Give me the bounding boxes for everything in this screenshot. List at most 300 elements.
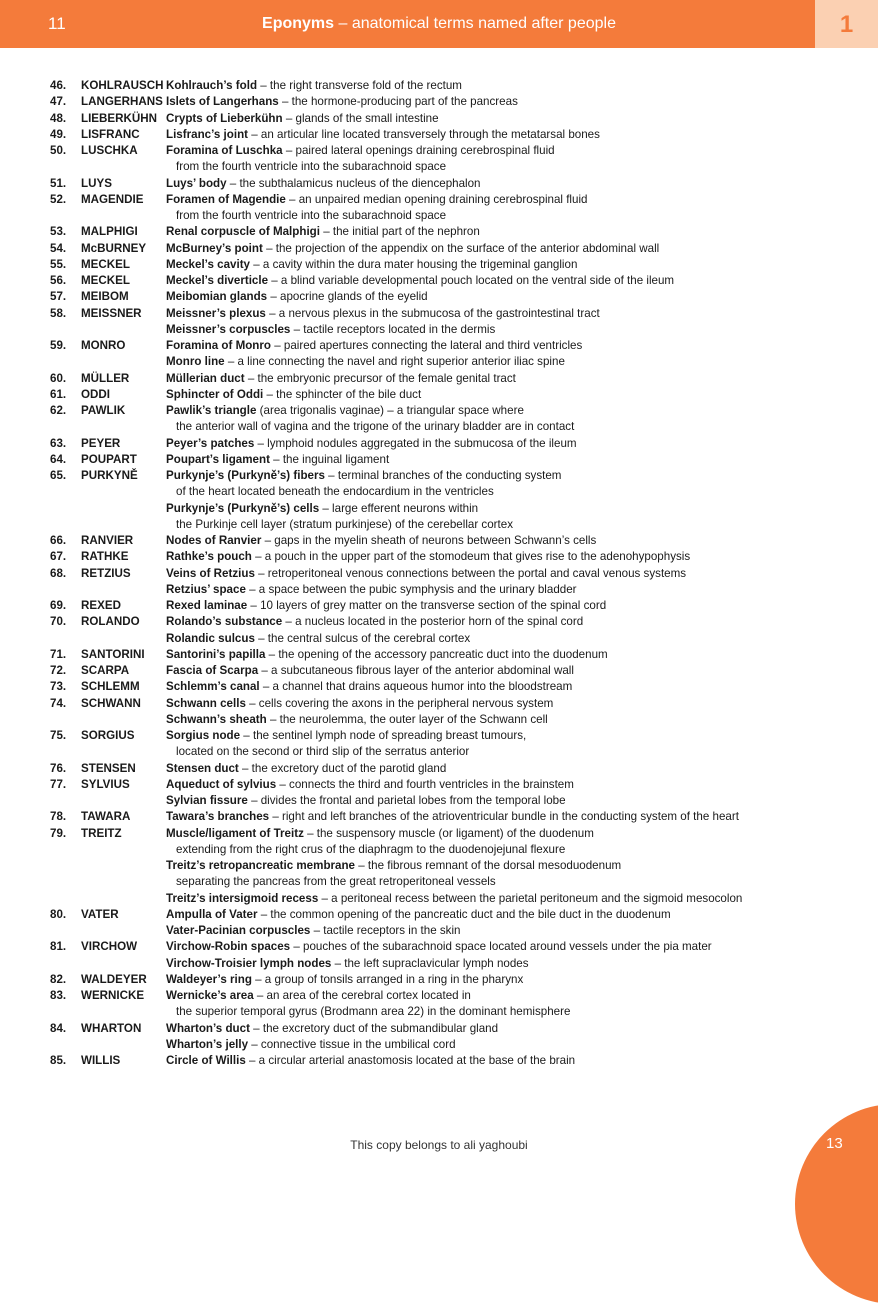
entry-line [0, 1037, 878, 1053]
term-name: Peyer’s patches [166, 436, 255, 450]
term-name: Veins of Retzius [166, 566, 255, 580]
entry-text [166, 224, 480, 240]
entry-number: 49. [50, 127, 67, 141]
entry-line [0, 679, 878, 695]
list-item [0, 728, 878, 761]
entry-line [0, 257, 878, 273]
entry-line [0, 598, 878, 614]
entry-line [0, 78, 878, 94]
term-name: Pawlik’s triangle [166, 404, 257, 417]
term-definition: – a peritoneal recess between the parietal peritoneum and the sigmoid mesocolon [318, 891, 743, 905]
entry-number: 64. [50, 452, 67, 466]
entry-text [166, 891, 742, 907]
entry-text [166, 728, 526, 744]
term-definition: – a nervous plexus in the submucosa of the gastrointestinal tract [265, 306, 600, 320]
entry-text [166, 1037, 456, 1053]
term-name: McBurney’s point [166, 241, 263, 255]
term-name: Meibomian glands [166, 290, 268, 304]
entry-number: 59. [50, 339, 67, 352]
copy-notice: This copy belongs to ali yaghoubi [350, 1138, 528, 1152]
entry-text [166, 94, 518, 110]
entry-line [0, 874, 878, 890]
term-name: Rathke’s pouch [166, 550, 252, 564]
entry-line [0, 939, 878, 955]
eponym-name: POUPART [81, 452, 137, 466]
entry-number: 72. [50, 664, 67, 677]
entry-line [0, 891, 878, 907]
term-name: Santorini’s papilla [166, 647, 266, 661]
page-number: 13 [826, 1135, 843, 1152]
eponym-name: SYLVIUS [81, 777, 130, 791]
entry-line [0, 1021, 878, 1037]
chapter-tab [815, 0, 878, 48]
entry-text [166, 533, 596, 549]
entry-text [176, 159, 446, 175]
entry-line [0, 728, 878, 744]
entry-number: 79. [50, 826, 67, 840]
entry-line [0, 419, 878, 435]
eponym-name: McBURNEY [81, 241, 147, 255]
term-name: Foramina of Monro [166, 339, 271, 352]
entry-text [166, 793, 566, 809]
eponym-name: MEISSNER [81, 306, 142, 320]
term-definition: – the initial part of the nephron [319, 225, 480, 239]
term-definition: – the hormone-producing part of the pancreas [278, 95, 518, 109]
list-item [0, 939, 878, 972]
term-definition: – a line connecting the navel and right superior anterior iliac spine [224, 355, 565, 369]
list-item [0, 566, 878, 599]
entry-text [166, 1053, 575, 1069]
term-name: Rolando’s substance [166, 615, 283, 629]
eponym-name: PURKYNĚ [81, 469, 138, 482]
term-definition: – the projection of the appendix on the surface of the anterior abdominal wall [262, 241, 660, 255]
list-item [0, 371, 878, 387]
term-definition: – large efferent neurons within [319, 501, 479, 515]
entry-line [0, 224, 878, 240]
list-item [0, 679, 878, 695]
entry-number: 67. [50, 550, 67, 564]
term-name: Purkynje’s (Purkyně’s) cells [166, 501, 320, 515]
entry-line [0, 111, 878, 127]
eponym-name: WILLIS [81, 1054, 121, 1067]
term-name: Wharton’s jelly [166, 1037, 249, 1051]
entry-text [166, 647, 608, 663]
term-definition: from the fourth ventricle into the subarachnoid space [176, 209, 447, 222]
term-definition: – the excretory duct of the parotid gland [238, 761, 447, 775]
entry-text [176, 842, 565, 858]
eponym-name: TAWARA [81, 810, 131, 824]
list-item [0, 224, 878, 240]
page-title [0, 0, 878, 48]
entry-text [166, 761, 446, 777]
entry-line [0, 907, 878, 923]
entry-number: 56. [50, 274, 67, 287]
term-definition: – gaps in the myelin sheath of neurons between Schwann’s cells [261, 534, 597, 547]
entry-line [0, 289, 878, 305]
entry-line [0, 533, 878, 549]
entry-text [176, 517, 513, 533]
list-item [0, 761, 878, 777]
eponym-name: LUYS [81, 176, 112, 190]
entry-number: 77. [50, 777, 67, 791]
eponym-name: SANTORINI [81, 647, 145, 661]
term-definition: – a space between the pubic symphysis and the urinary bladder [245, 582, 577, 596]
list-item [0, 777, 878, 810]
entry-text [166, 322, 495, 338]
eponym-name: STENSEN [81, 761, 136, 775]
entry-line [0, 744, 878, 760]
entry-line [0, 663, 878, 679]
term-name: Retzius’ space [166, 582, 246, 596]
term-name: Lisfranc’s joint [166, 127, 249, 141]
entry-number: 57. [50, 290, 67, 304]
list-item [0, 452, 878, 468]
page-title-bold: Eponyms [262, 15, 335, 32]
term-name: Foramina of Luschka [166, 144, 283, 157]
term-name: Fascia of Scarpa [166, 664, 259, 677]
entry-line [0, 631, 878, 647]
term-name: Meissner’s plexus [166, 306, 266, 320]
entry-number: 63. [50, 436, 67, 450]
term-name: Tawara’s branches [166, 810, 270, 824]
entry-number: 47. [50, 95, 67, 109]
term-definition: – the sentinel lymph node of spreading breast tumours, [240, 729, 527, 742]
term-name: Renal corpuscle of Malphigi [166, 225, 320, 239]
entry-text [166, 777, 574, 793]
entry-text [166, 598, 606, 614]
entry-text [166, 127, 600, 143]
entry-text [166, 468, 561, 484]
entry-number: 85. [50, 1054, 67, 1067]
term-name: Schwann cells [166, 696, 246, 710]
eponym-list [0, 78, 878, 1069]
list-item [0, 241, 878, 257]
entry-line [0, 127, 878, 143]
term-name: Schlemm’s canal [166, 680, 260, 694]
entry-line [0, 988, 878, 1004]
entry-line [0, 176, 878, 192]
entry-number: 61. [50, 387, 67, 401]
page-header [0, 0, 878, 48]
term-name: Rolandic sulcus [166, 631, 255, 645]
term-name: Foramen of Magendie [166, 192, 286, 206]
term-definition: – an area of the cerebral cortex located in [253, 989, 471, 1002]
term-name: Sylvian fissure [166, 794, 248, 807]
term-definition: – the neurolemma, the outer layer of the Schwann cell [266, 712, 548, 726]
eponym-name: LISFRANC [81, 127, 140, 141]
entry-line [0, 241, 878, 257]
entry-text [166, 273, 674, 289]
term-definition: – paired apertures connecting the lateral and third ventricles [270, 339, 583, 352]
term-name: Ampulla of Vater [166, 907, 258, 921]
term-definition: separating the pancreas from the great retroperitoneal vessels [176, 875, 496, 889]
list-item [0, 387, 878, 403]
eponym-name: WALDEYER [81, 972, 147, 986]
eponym-name: MECKEL [81, 257, 130, 271]
entry-line [0, 436, 878, 452]
entry-text [166, 1021, 498, 1037]
term-name: Crypts of Lieberkühn [166, 111, 283, 125]
list-item [0, 192, 878, 225]
entry-number: 76. [50, 761, 67, 775]
list-item [0, 436, 878, 452]
entry-text [166, 241, 659, 257]
entry-line [0, 956, 878, 972]
eponym-name: KOHLRAUSCH [81, 79, 164, 92]
eponym-name: PAWLIK [81, 404, 126, 417]
entry-line [0, 517, 878, 533]
entry-line [0, 143, 878, 159]
eponym-name: SORGIUS [81, 729, 135, 742]
entry-line [0, 371, 878, 387]
term-name: Circle of Willis [166, 1054, 246, 1067]
entry-number: 81. [50, 940, 67, 954]
entry-line [0, 777, 878, 793]
entry-number: 55. [50, 257, 67, 271]
term-name: Poupart’s ligament [166, 452, 270, 466]
term-definition: – a blind variable developmental pouch located on the ventral side of the ileum [268, 274, 675, 287]
list-item [0, 338, 878, 371]
entry-number: 82. [50, 972, 67, 986]
list-item [0, 306, 878, 339]
entry-line [0, 712, 878, 728]
eponym-name: ROLANDO [81, 615, 140, 629]
list-item [0, 647, 878, 663]
eponym-name: ODDI [81, 387, 110, 401]
term-definition: – glands of the small intestine [282, 111, 439, 125]
term-definition: of the heart located beneath the endocardium in the ventricles [176, 485, 494, 499]
term-definition: – the inguinal ligament [269, 452, 390, 466]
term-definition: – a channel that drains aqueous humor into the bloodstream [259, 680, 573, 694]
term-definition: – a circular arterial anastomosis located at the base of the brain [245, 1054, 576, 1067]
entry-text [166, 436, 577, 452]
term-definition: – paired lateral openings draining cerebrospinal fluid [282, 144, 555, 157]
entry-line [0, 1004, 878, 1020]
eponym-name: RATHKE [81, 550, 129, 564]
term-definition: – the right transverse fold of the rectum [257, 79, 462, 92]
term-definition: – a subcutaneous fibrous layer of the anterior abdominal wall [258, 664, 574, 677]
term-name: Kohlrauch’s fold [166, 79, 258, 92]
term-definition: – the fibrous remnant of the dorsal mesoduodenum [355, 859, 622, 872]
eponym-name: MECKEL [81, 274, 130, 287]
term-definition: – the embryonic precursor of the female genital tract [244, 371, 516, 385]
entry-number: 83. [50, 989, 67, 1002]
entry-number: 80. [50, 907, 67, 921]
entry-number: 66. [50, 534, 67, 547]
eponym-name: REXED [81, 599, 121, 612]
term-name: Virchow-Robin spaces [166, 940, 291, 954]
term-name: Meckel’s cavity [166, 257, 251, 271]
term-name: Luys’ body [166, 176, 227, 190]
entry-number: 84. [50, 1021, 67, 1035]
eponym-name: MALPHIGI [81, 225, 138, 239]
entry-text [176, 208, 446, 224]
entry-line [0, 403, 878, 419]
term-name: Treitz’s retropancreatic membrane [166, 859, 356, 872]
entry-text [166, 582, 577, 598]
term-name: Rexed laminae [166, 599, 248, 612]
entry-text [166, 387, 421, 403]
entry-line [0, 761, 878, 777]
entry-line [0, 972, 878, 988]
entry-number: 62. [50, 404, 67, 417]
term-name: Sorgius node [166, 729, 241, 742]
entry-text [166, 923, 461, 939]
entry-text [166, 257, 577, 273]
entry-line [0, 273, 878, 289]
list-item [0, 78, 878, 94]
term-name: Schwann’s sheath [166, 712, 267, 726]
entry-line [0, 582, 878, 598]
list-item [0, 972, 878, 988]
term-definition: – terminal branches of the conducting system [324, 469, 562, 482]
term-name: Purkynje’s (Purkyně’s) fibers [166, 469, 325, 482]
term-definition: – pouches of the subarachnoid space located around vessels under the pia mater [290, 940, 712, 954]
eponym-name: MAGENDIE [81, 192, 144, 206]
entry-text [166, 712, 548, 728]
entry-text [166, 338, 582, 354]
eponym-name: SCARPA [81, 664, 130, 677]
entry-line [0, 696, 878, 712]
list-item [0, 598, 878, 614]
entry-number: 69. [50, 599, 67, 612]
entry-line [0, 159, 878, 175]
entry-text [166, 289, 428, 305]
term-name: Islets of Langerhans [166, 95, 279, 109]
term-definition: – the central sulcus of the cerebral cortex [254, 631, 471, 645]
entry-text [176, 484, 494, 500]
entry-text [166, 354, 565, 370]
list-item [0, 111, 878, 127]
entry-number: 74. [50, 696, 67, 710]
eponym-name: RETZIUS [81, 566, 131, 580]
entry-text [166, 614, 583, 630]
entry-text [166, 501, 478, 517]
entry-line [0, 923, 878, 939]
entry-text [166, 549, 690, 565]
list-item [0, 468, 878, 533]
page-corner-circle [795, 1104, 878, 1304]
eponym-name: VATER [81, 907, 119, 921]
entry-number: 60. [50, 371, 67, 385]
entry-line [0, 387, 878, 403]
term-name: Meissner’s corpuscles [166, 322, 291, 336]
entry-line [0, 208, 878, 224]
term-definition: – connects the third and fourth ventricles in the brainstem [276, 777, 574, 791]
entry-line [0, 858, 878, 874]
entry-text [166, 907, 671, 923]
list-item [0, 809, 878, 825]
term-definition: – the opening of the accessory pancreatic duct into the duodenum [265, 647, 608, 661]
eponym-name: LIEBERKÜHN [81, 111, 158, 125]
entry-text [166, 939, 712, 955]
entry-number: 52. [50, 192, 67, 206]
term-definition: – the suspensory muscle (or ligament) of the duodenum [303, 826, 594, 840]
entry-line [0, 306, 878, 322]
entry-number: 51. [50, 176, 67, 190]
entry-text [166, 452, 389, 468]
term-definition: – retroperitoneal venous connections between the portal and caval venous systems [254, 566, 687, 580]
term-definition: from the fourth ventricle into the subarachnoid space [176, 160, 447, 174]
chapter-tab-number: 1 [839, 11, 854, 38]
entry-line [0, 322, 878, 338]
entry-line [0, 94, 878, 110]
term-definition: – the subthalamicus nucleus of the diencephalon [226, 176, 481, 190]
entry-number: 71. [50, 647, 67, 661]
list-item [0, 533, 878, 549]
term-definition: – divides the frontal and parietal lobes from the temporal lobe [247, 794, 566, 807]
term-name: Wharton’s duct [166, 1021, 250, 1035]
term-definition: – the left supraclavicular lymph nodes [331, 956, 529, 970]
term-name: Treitz’s intersigmoid recess [166, 891, 319, 905]
entry-text [166, 988, 471, 1004]
entry-number: 68. [50, 566, 67, 580]
eponym-name: MÜLLER [81, 371, 130, 385]
term-name: Wernicke’s area [166, 989, 254, 1002]
list-item [0, 826, 878, 907]
term-name: Waldeyer’s ring [166, 972, 252, 986]
term-definition: – tactile receptors located in the dermis [290, 322, 496, 336]
entry-text [166, 956, 529, 972]
term-name: Monro line [166, 355, 225, 369]
entry-line [0, 1053, 878, 1069]
entry-text [166, 679, 572, 695]
entry-line [0, 647, 878, 663]
term-definition: – cells covering the axons in the peripheral nervous system [245, 696, 554, 710]
entry-line [0, 793, 878, 809]
entry-text [176, 744, 469, 760]
entry-line [0, 452, 878, 468]
entry-text [166, 826, 594, 842]
list-item [0, 988, 878, 1021]
term-definition: – 10 layers of grey matter on the transverse section of the spinal cord [247, 599, 607, 612]
eponym-name: LUSCHKA [81, 144, 138, 157]
term-definition: – a nucleus located in the posterior horn of the spinal cord [282, 615, 584, 629]
eponym-name: TREITZ [81, 826, 122, 840]
term-definition: – tactile receptors in the skin [310, 924, 461, 937]
list-item [0, 289, 878, 305]
list-item [0, 1053, 878, 1069]
entry-number: 46. [50, 79, 67, 92]
entry-number: 58. [50, 306, 67, 320]
entry-text [166, 663, 574, 679]
term-name: Sphincter of Oddi [166, 387, 264, 401]
entry-text [166, 696, 553, 712]
entry-line [0, 826, 878, 842]
entry-line [0, 809, 878, 825]
entry-number: 50. [50, 144, 67, 157]
term-definition: – right and left branches of the atrioventricular bundle in the conducting system of the heart [269, 810, 739, 824]
entry-line [0, 468, 878, 484]
term-definition: – the sphincter of the bile duct [263, 387, 422, 401]
entry-number: 78. [50, 810, 67, 824]
list-item [0, 1021, 878, 1054]
list-item [0, 663, 878, 679]
list-item [0, 176, 878, 192]
term-definition: – apocrine glands of the eyelid [267, 290, 428, 304]
term-definition: – an unpaired median opening draining cerebrospinal fluid [285, 192, 588, 206]
entry-number: 65. [50, 469, 67, 482]
list-item [0, 94, 878, 110]
entry-text [166, 192, 587, 208]
entry-text [166, 566, 686, 582]
entry-text [176, 874, 496, 890]
term-definition: the anterior wall of vagina and the trigone of the urinary bladder are in contact [176, 420, 575, 434]
list-item [0, 143, 878, 176]
eponym-name: MONRO [81, 339, 126, 352]
entry-line [0, 549, 878, 565]
list-item [0, 127, 878, 143]
